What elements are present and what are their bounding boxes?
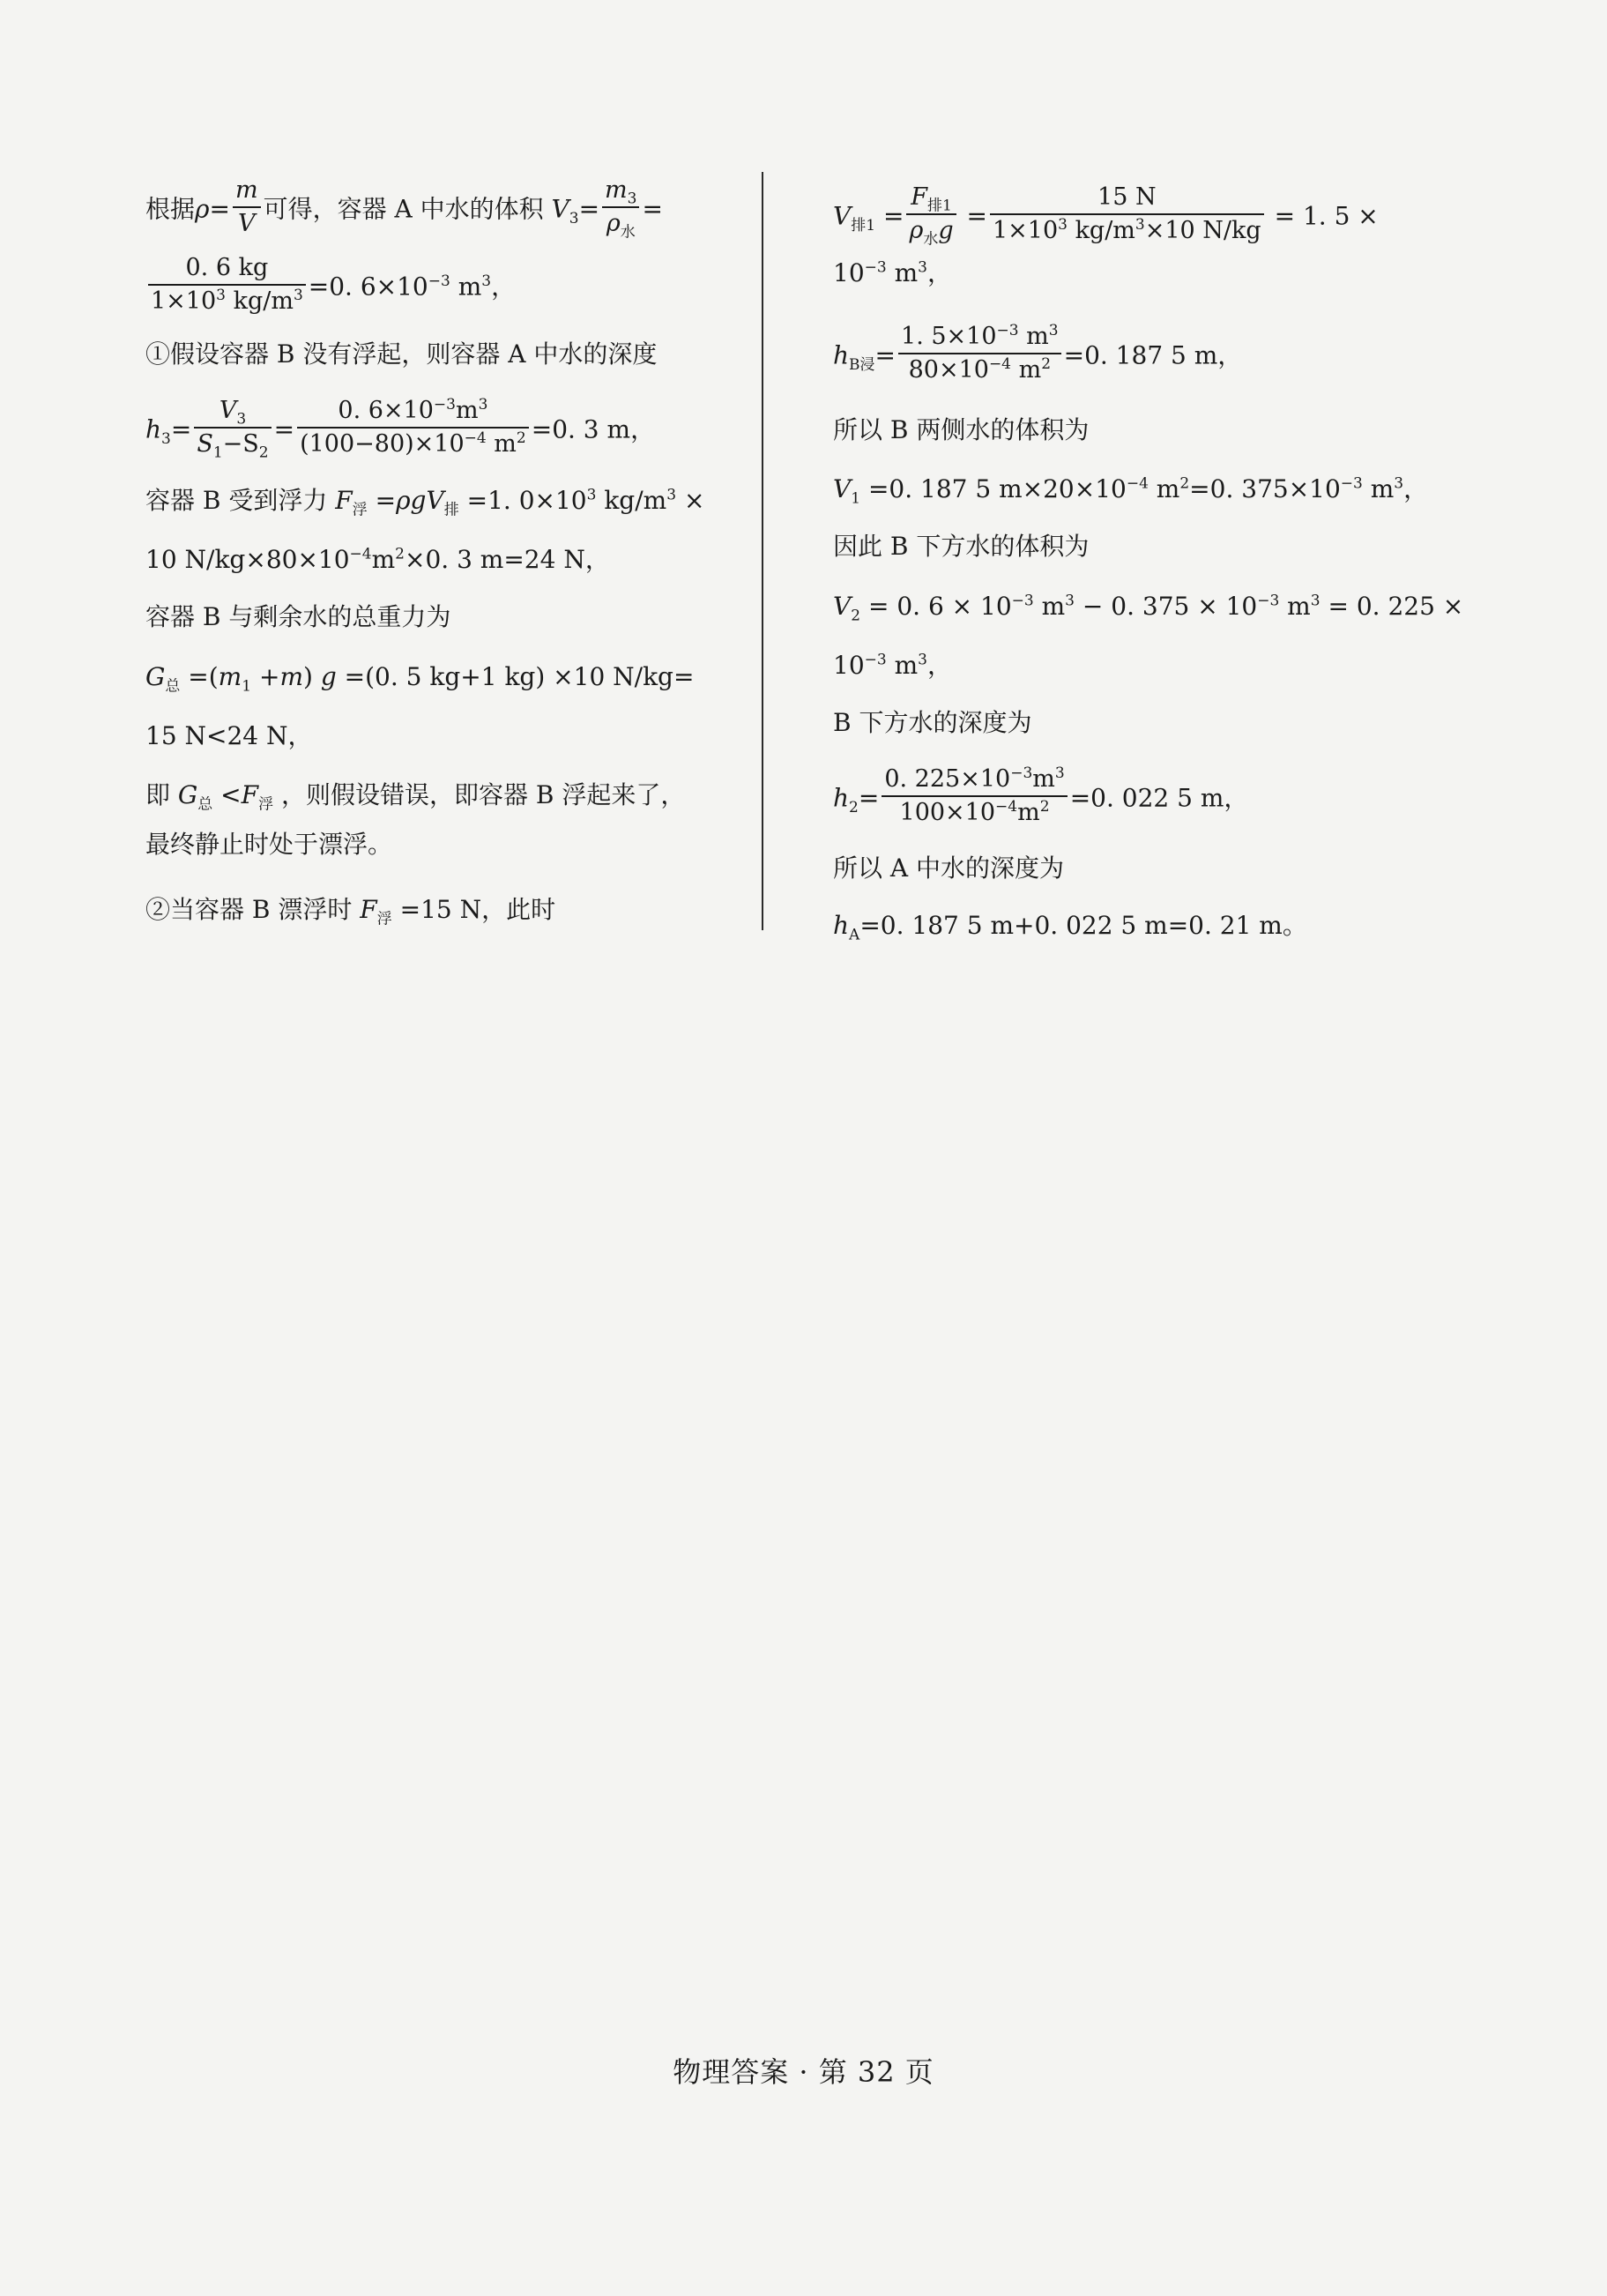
column-divider (762, 172, 763, 930)
formula-line: ②当容器 B 漂浮时 $F_浮 =15$ N，此时 (145, 895, 556, 928)
formula-line: $\frac{0. 6 kg}{1\times 10^3 kg/m^3}$ =0. $6\times 10^{-3}$ $m^3$， (145, 256, 516, 321)
fraction: $\frac{F_{排1}}{\rho_水g}$ (906, 182, 956, 247)
formula-line: $V_2 = 0$. $6 \times 10^{-3}$ $m^3 - 0$. $375 \times 10^{-3}$ $m^3 = 0$. 225 × (833, 592, 1464, 625)
text-line: 最终静止时处于漂浮。 (145, 830, 393, 859)
formula-line: $V_1 =0$. 187 5 $m\times 20\times 10^{-4}$ $m^2=0$. $375\times 10^{-3}$ $m^3$， (833, 474, 1429, 508)
formula-line: 10 $N/kg\times 80\times 10^{-4}m^2\times 0$. 3 m=24 N， (145, 545, 610, 574)
fraction: $\frac{m}{V}$ (233, 175, 261, 240)
formula-line: $V_{排1}$ = $\frac{F_{排1}}{\rho_水g}$ = $\frac{15 N}{1\times 10^3 kg/m^3\times 10 N/kg}$ = 1. 5 × (833, 183, 1379, 249)
formula-line: $G_总 =(m_1 +m)$ g =(0. 5 kg+1 kg) ×10 N/kg= (145, 662, 695, 696)
formula-line: $h_2=$ $\frac{0. 225\times 10^{-3}m^3}{100\times 10^{-4}m^2}$ =0. 022 5 m， (833, 767, 1248, 832)
text-line: 15 N<24 N， (145, 721, 313, 750)
fraction: $\frac{0. 225\times 10^{-3}m^3}{100\times 10^{-4}m^2}$ (882, 764, 1067, 829)
text-line: 所以 B 两侧水的体积为 (833, 415, 1090, 444)
formula-line: 容器 B 受到浮力 $F_浮 =\rho gV_排 =1$. $0\times 10^3$ $kg/m^3$ × (145, 486, 705, 519)
formula-line: $h_3=$ $\frac{V_3}{S_1-S_2}$ = $\frac{0. 6\times 10^{-3}m^3}{(100-80)\times 10^{-4} m^2}$ =0. 3 m， (145, 396, 656, 462)
text-line: 因此 B 下方水的体积为 (833, 532, 1090, 561)
fraction: $\frac{m_3}{\rho_水}$ (602, 175, 639, 240)
formula-line: $10^{-3}$ $m^3$， (833, 651, 952, 680)
formula-line: $h_A=0$. 187 5 m+0. 022 5 m=0. 21 m。 (833, 911, 1307, 944)
formula-line: $h_{B浸}=$ $\frac{1. 5\times 10^{-3} m^3}{80\times 10^{-4} m^2}$ =0. 187 5 m， (833, 324, 1242, 390)
formula-line: 根据ρ= $\frac{m}{V}$ 可得，容器 A 中水的体积 $V_3=$ $\frac{m_3}{\rho_水}$ = (145, 176, 663, 242)
fraction: $\frac{0. 6\times 10^{-3}m^3}{(100-80)\times 10^{-4} m^2}$ (297, 395, 529, 460)
page-footer: 物理答案 · 第 32 页 (673, 2055, 934, 2089)
formula-line: $10^{-3}$ $m^3$， (833, 258, 952, 287)
fraction: $\frac{V_3}{S_1-S_2}$ (194, 395, 271, 460)
fraction: $\frac{15 N}{1\times 10^3 kg/m^3\times 10 N/kg}$ (990, 182, 1264, 247)
text-line: 所以 A 中水的深度为 (833, 854, 1065, 883)
text-line: B 下方水的深度为 (833, 708, 1032, 737)
text-line: ①假设容器 B 没有浮起，则容器 A 中水的深度 (145, 339, 658, 369)
fraction: $\frac{1. 5\times 10^{-3} m^3}{80\times 10^{-4} m^2}$ (898, 321, 1061, 386)
text-line: 容器 B 与剩余水的总重力为 (145, 602, 451, 631)
formula-line: 即 $G_总 <F_浮$ ，则假设错误，即容器 B 浮起来了， (145, 780, 686, 814)
fraction: $\frac{0. 6 kg}{1\times 10^3 kg/m^3}$ (148, 252, 306, 317)
